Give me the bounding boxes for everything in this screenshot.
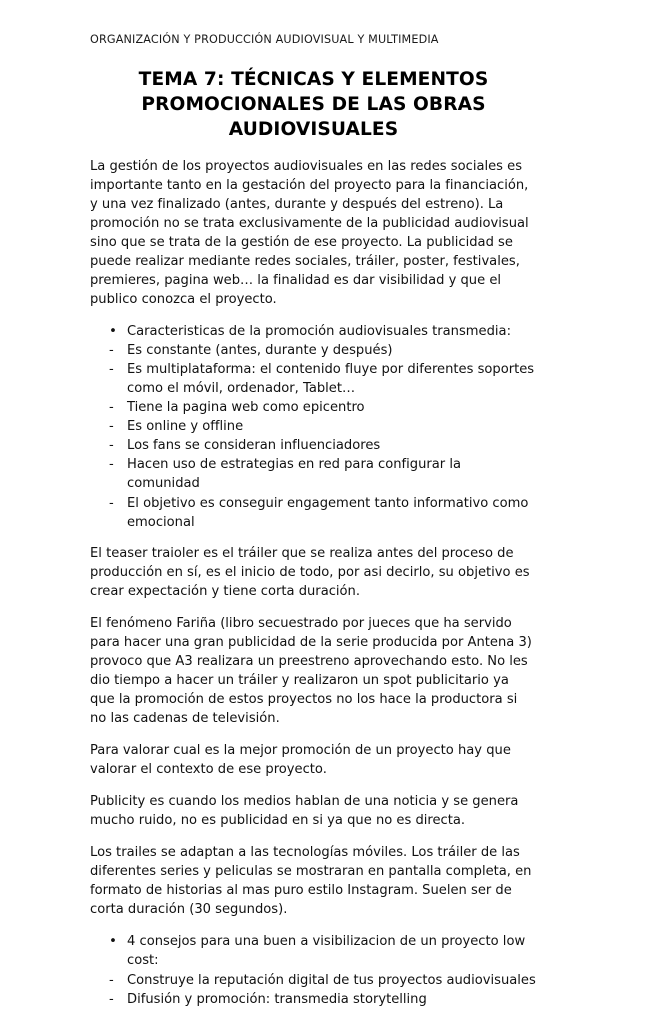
list-item [90,494,537,532]
paragraph-intro: La gestión de los proyectos audiovisuales en las redes sociales es importante tanto en la gestación del proyecto para la financiación, y una vez finalizado (antes, durante y después del estreno). La promoción no se trata exclusivamente de la publicidad audiovisual sino que se trata de la gestión de ese proyecto. La publicidad se puede realizar mediante redes sociales, tráiler, poster, festivales, premieres, pagina web… la finalidad es dar visibilidad y que el publico conozca el proyecto. [90,158,529,308]
list-item [90,360,537,398]
list-item [90,455,537,493]
list-item-label: Hacen uso de estrategias en red para configurar la comunidad [127,457,461,492]
list-item-label: El objetivo es conseguir engagement tanto informativo como emocional [127,495,529,530]
list-item [90,436,537,455]
bullet-marker-icon: • [109,323,117,340]
list-item [90,990,537,1009]
dash-marker-icon: - [109,343,114,359]
dash-marker-icon: - [109,419,114,435]
dash-marker-icon: - [109,400,114,416]
dash-marker-icon: - [109,438,114,454]
dash-marker-icon: - [109,362,114,378]
bullet-marker-icon: • [109,933,117,950]
list-item-label: 4 consejos para una buen a visibilizacion de un proyecto low cost: [127,934,526,969]
list-item-label: Los fans se consideran influenciadores [127,438,381,454]
list-item-label: Difusión y promoción: transmedia storytelling [127,991,427,1007]
running-header: ORGANIZACIÓN Y PRODUCCIÓN AUDIOVISUAL Y MULTIMEDIA [90,33,439,46]
dash-marker-icon: - [109,457,114,473]
dash-marker-icon: - [109,991,114,1007]
list-item [90,398,537,417]
paragraph-trailes: Los trailes se adaptan a las tecnologías móviles. Los tráiler de las diferentes series y peliculas se mostraran en pantalla completa, en formato de historias al mas puro estilo Instagram. Suelen ser de corta duración (30 segundos). [90,845,532,918]
list-item [90,417,537,436]
list-item-label: Es online y offline [127,419,244,435]
list-item-label: Es constante (antes, durante y después) [127,343,393,359]
list-item-label: Tiene la pagina web como epicentro [127,400,365,416]
paragraph-valorar: Para valorar cual es la mejor promoción de un proyecto hay que valorar el contexto de ese proyecto. [90,743,511,778]
paragraph-farina: El fenómeno Fariña (libro secuestrado por jueces que ha servido para hacer una gran publicidad de la serie producida por Antena 3) provoco que A3 realizara un preestreno aprovechando esto. No les dio tiempo a hacer un tráiler y realizaron un spot publicitario ya que la promoción de estos proyectos no los hace la productora si no las cadenas de televisión. [90,615,532,726]
list-item-label: Es multiplataforma: el contenido fluye por diferentes soportes como el móvil, ordenador, Tablet… [127,362,535,397]
list-characteristics [90,322,537,532]
dash-marker-icon: - [109,972,114,988]
list-item [90,322,537,341]
list-item [90,932,537,970]
list-item-label: Construye la reputación digital de tus proyectos audiovisuales [127,972,536,988]
page-title: TEMA 7: TÉCNICAS Y ELEMENTOS PROMOCIONALES DE LAS OBRAS AUDIOVISUALES [138,69,489,140]
list-item [90,341,537,360]
list-item [90,971,537,990]
list-consejos [90,932,537,1008]
dash-marker-icon: - [109,495,114,511]
document-body [90,68,537,1021]
paragraph-teaser: El teaser traioler es el tráiler que se realiza antes del proceso de producción en sí, es el inicio de todo, por asi decirlo, su objetivo es crear expectación y tiene corta duración. [90,545,530,599]
list-item-label: Caracteristicas de la promoción audiovisuales transmedia: [127,324,511,340]
paragraph-publicity: Publicity es cuando los medios hablan de una noticia y se genera mucho ruido, no es publicidad en si ya que no es directa. [90,794,519,829]
